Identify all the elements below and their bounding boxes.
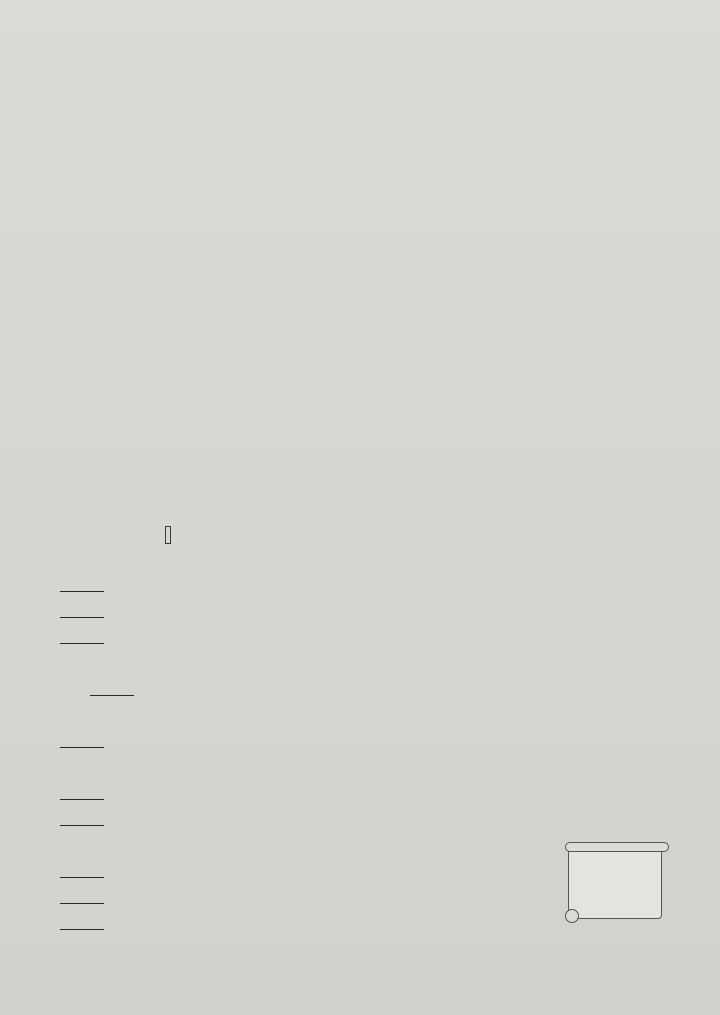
text-line (60, 550, 672, 576)
blank-63[interactable] (60, 877, 104, 878)
blank-57[interactable] (60, 617, 104, 618)
text-line (60, 680, 672, 706)
blank-65[interactable] (60, 929, 104, 930)
scroll-curl-icon (565, 909, 579, 923)
text-line (60, 732, 672, 758)
scroll-roll-icon (565, 842, 669, 852)
blank-61[interactable] (60, 799, 104, 800)
text-line (60, 810, 672, 836)
text-line (60, 628, 672, 654)
text-line (60, 576, 672, 602)
paragraph-1 (60, 550, 672, 680)
text-line (60, 784, 672, 810)
blank-62[interactable] (60, 825, 104, 826)
text-line (60, 758, 672, 784)
blank-60[interactable] (60, 747, 104, 748)
text-line (60, 940, 672, 966)
paragraph-2 (60, 680, 672, 966)
blank-56[interactable] (60, 591, 104, 592)
blank-58[interactable] (60, 643, 104, 644)
text-line (60, 654, 672, 680)
word-box (165, 526, 171, 544)
blank-64[interactable] (60, 903, 104, 904)
word-bank-scroll (568, 845, 662, 919)
blank-59[interactable] (90, 695, 134, 696)
text-line (60, 602, 672, 628)
text-line (60, 706, 672, 732)
